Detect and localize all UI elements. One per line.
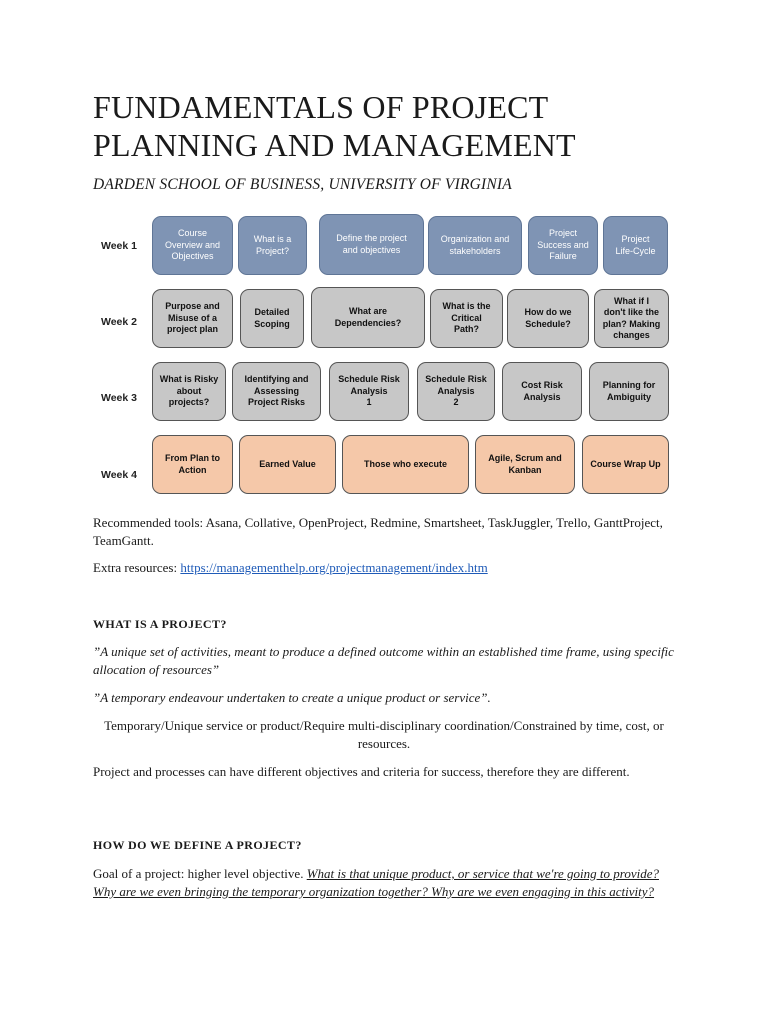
week-1-item: Project Life-Cycle xyxy=(603,216,668,275)
week-4-item: Those who execute xyxy=(342,435,469,494)
week-1-item: Organization and stakeholders xyxy=(428,216,522,275)
week-3-item: Planning for Ambiguity xyxy=(589,362,669,421)
quote-definition-1: ”A unique set of activities, meant to produce a defined outcome within an established time frame, using specific allocation of resources” xyxy=(93,644,674,677)
recommended-tools: Recommended tools: Asana, Collative, OpenProject, Redmine, Smartsheet, TaskJuggler, Trello, GanttProject, TeamGantt. xyxy=(93,515,663,548)
document-subtitle: DARDEN SCHOOL OF BUSINESS, UNIVERSITY OF VIRGINIA xyxy=(93,176,512,193)
section-heading-define-project: HOW DO WE DEFINE A PROJECT? xyxy=(93,838,302,852)
week-3-item: Cost Risk Analysis xyxy=(502,362,582,421)
week-1-item: Project Success and Failure xyxy=(528,216,598,275)
week-1-item: What is a Project? xyxy=(238,216,307,275)
week-3-item: Identifying and Assessing Project Risks xyxy=(232,362,321,421)
week-1-item: Define the project and objectives xyxy=(319,214,424,275)
week-4-item: Earned Value xyxy=(239,435,336,494)
project-goal-text xyxy=(93,865,675,901)
week-2-item: What is the Critical Path? xyxy=(430,289,503,348)
week-3-item: Schedule Risk Analysis 1 xyxy=(329,362,409,421)
week-3-item: What is Risky about projects? xyxy=(152,362,226,421)
week-2-item: Purpose and Misuse of a project plan xyxy=(152,289,233,348)
week-2-item: What are Dependencies? xyxy=(311,287,425,348)
section-heading-what-is-a-project: WHAT IS A PROJECT? xyxy=(93,617,227,631)
project-vs-process-text: Project and processes can have different objectives and criteria for success, therefore they are different. xyxy=(93,764,630,779)
week-2-item: Detailed Scoping xyxy=(240,289,304,348)
project-goal-questions: What is that unique product, or service that we're going to provide? Why are we even bringing the temporary organization together? Why are we even engaging in this activity? xyxy=(93,866,659,899)
week-2-item: How do we Schedule? xyxy=(507,289,589,348)
week-4-item: Course Wrap Up xyxy=(582,435,669,494)
project-characteristics: Temporary/Unique service or product/Require multi-disciplinary coordination/Constrained by time, cost, or resources. xyxy=(104,718,664,751)
project-goal-lead: Goal of a project: higher level objective. xyxy=(93,866,307,881)
week-1-item: Course Overview and Objectives xyxy=(152,216,233,275)
document-title: FUNDAMENTALS OF PROJECT PLANNING AND MANAGEMENT xyxy=(93,89,576,163)
week-3-label: Week 3 xyxy=(101,392,137,404)
week-2-label: Week 2 xyxy=(101,316,137,328)
week-1-label: Week 1 xyxy=(101,240,137,252)
week-2-item: What if I don't like the plan? Making changes xyxy=(594,289,669,348)
week-4-item: From Plan to Action xyxy=(152,435,233,494)
extra-resources-label: Extra resources: xyxy=(93,560,181,575)
quote-definition-2: ”A temporary endeavour undertaken to create a unique product or service”. xyxy=(93,690,491,705)
extra-resources xyxy=(93,559,675,577)
week-4-item: Agile, Scrum and Kanban xyxy=(475,435,575,494)
week-4-label: Week 4 xyxy=(101,469,137,481)
course-schedule-diagram xyxy=(93,211,673,501)
extra-resources-link[interactable]: https://managementhelp.org/projectmanagement/index.htm xyxy=(180,560,488,575)
week-3-item: Schedule Risk Analysis 2 xyxy=(417,362,495,421)
